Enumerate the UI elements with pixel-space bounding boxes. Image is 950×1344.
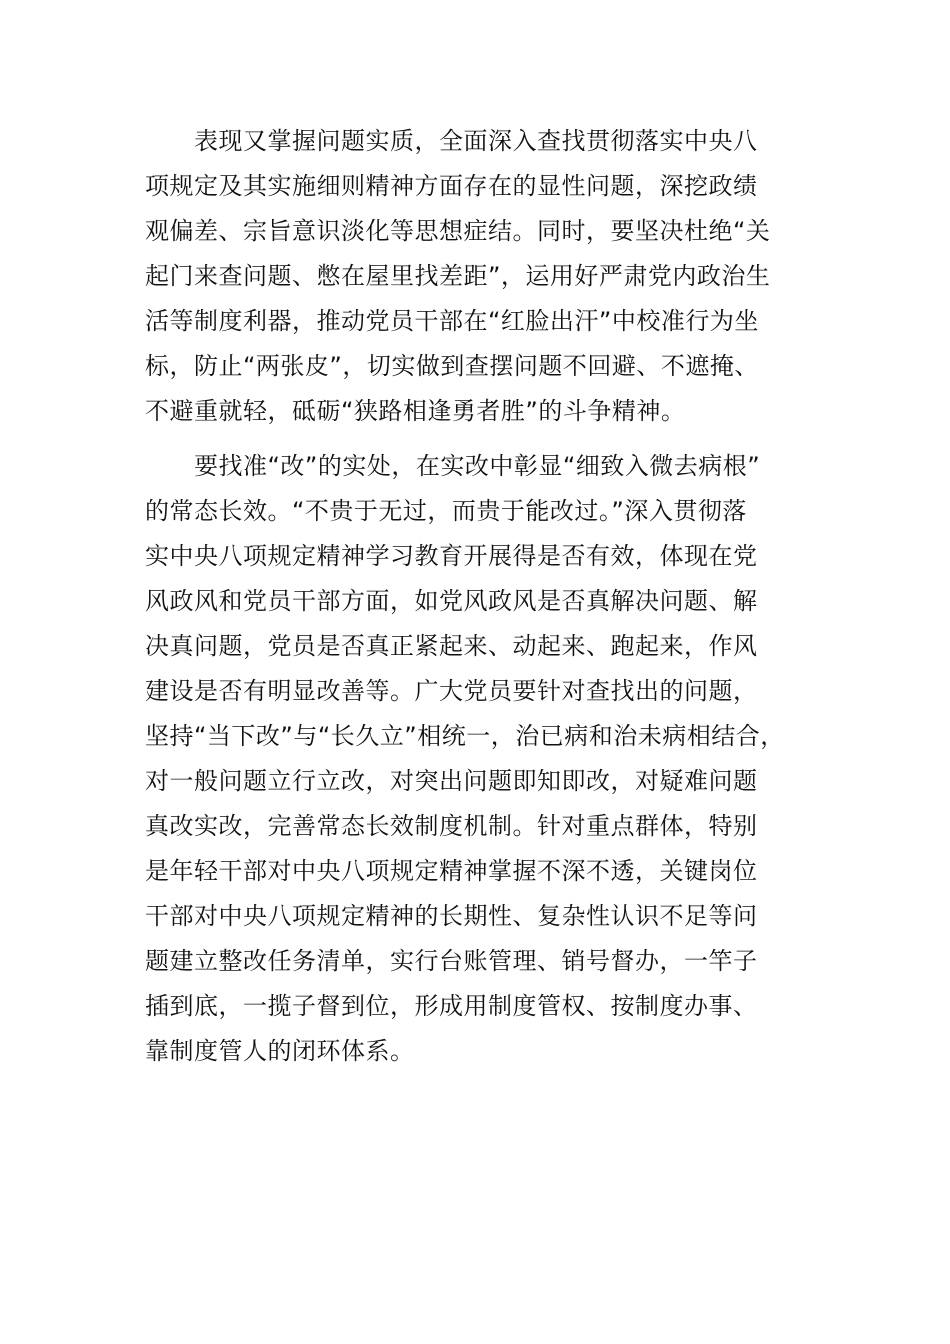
- paragraph-line: 表现又掌握问题实质，全面深入查找贯彻落实中央八: [145, 127, 758, 155]
- paragraph-line: 起门来查问题、憋在屋里找差距”，运用好严肃党内政治生: [145, 262, 771, 290]
- paragraph-line: 题建立整改任务清单，实行台账管理、销号督办，一竿子: [145, 947, 758, 975]
- paragraph-line: 是年轻干部对中央八项规定精神掌握不深不透，关键岗位: [145, 857, 758, 885]
- paragraph-line: 要找准“改”的实处，在实改中彰显“细致入微去病根”: [145, 452, 761, 480]
- paragraph-line: 对一般问题立行立改，对突出问题即知即改，对疑难问题: [145, 767, 758, 795]
- paragraph-line: 真改实改，完善常态长效制度机制。针对重点群体，特别: [145, 812, 758, 840]
- paragraph-line: 插到底，一揽子督到位，形成用制度管权、按制度办事、: [145, 992, 758, 1020]
- paragraph-line: 建设是否有明显改善等。广大党员要针对查找出的问题，: [145, 677, 758, 705]
- paragraph-line: 靠制度管人的闭环体系。: [145, 1037, 415, 1065]
- paragraph-line: 不避重就轻，砥砺“狭路相逢勇者胜”的斗争精神。: [145, 397, 686, 425]
- paragraph-1: [145, 122, 825, 437]
- paragraph-line: 坚持“当下改”与“长久立”相统一，治已病和治未病相结合，: [145, 722, 785, 750]
- paragraph-line: 活等制度利器，推动党员干部在“红脸出汗”中校准行为坐: [145, 307, 759, 335]
- paragraph-2: [145, 447, 825, 1077]
- paragraph-line: 项规定及其实施细则精神方面存在的显性问题，深挖政绩: [145, 172, 758, 200]
- paragraph-line: 观偏差、宗旨意识淡化等思想症结。同时，要坚决杜绝“关: [145, 217, 771, 245]
- paragraph-line: 实中央八项规定精神学习教育开展得是否有效，体现在党: [145, 542, 758, 570]
- paragraph-line: 风政风和党员干部方面，如党风政风是否真解决问题、解: [145, 587, 758, 615]
- paragraph-line: 的常态长效。“不贵于无过，而贵于能改过。”深入贯彻落: [145, 497, 747, 525]
- paragraph-line: 决真问题，党员是否真正紧起来、动起来、跑起来，作风: [145, 632, 758, 660]
- paragraph-line: 干部对中央八项规定精神的长期性、复杂性认识不足等问: [145, 902, 758, 930]
- document-body: [145, 122, 825, 1077]
- paragraph-line: 标，防止“两张皮”，切实做到查摆问题不回避、不遮掩、: [145, 352, 759, 380]
- paragraph-spacer: [145, 437, 825, 447]
